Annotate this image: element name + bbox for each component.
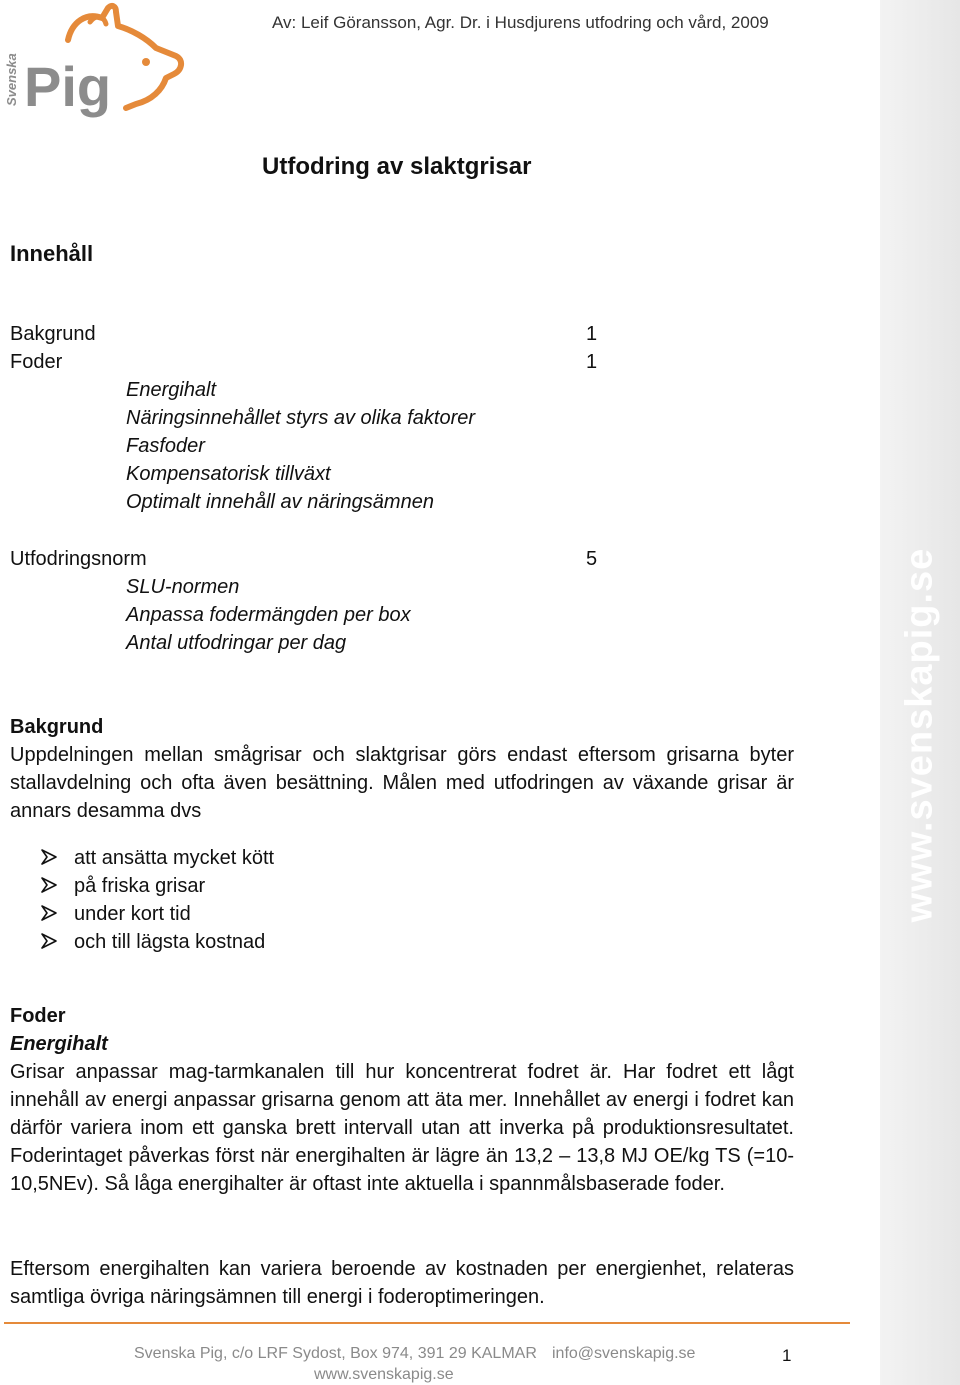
toc-sub-item: Energihalt (126, 379, 217, 401)
footer-address: Svenska Pig, c/o LRF Sydost, Box 974, 391 29 KALMAR (134, 1345, 537, 1362)
foder-paragraph-1: Grisar anpassar mag-tarmkanalen till hur koncentrerat fodret är. Har fodret ett lågt innehåll av energi anpassar grisarna genom att äta mer. Innehållet av energi i fodret kan därför variera inom ett ganska brett intervall utan att inverka på produktionsresultatet. Foderintaget påverkas först när energihalten är lägre än 13,2 – 13,8 MJ OE/kg TS (=10-10,5NEv). Så låga energihalter är oftast inte aktuella i spannmålsbaserade foder. (10, 1061, 794, 1195)
section-heading-foder: Foder (10, 1005, 66, 1027)
arrow-bullet-icon (40, 932, 58, 950)
toc-sub-item: Kompensatorisk tillväxt (126, 463, 331, 485)
footer-email[interactable]: info@svenskapig.se (552, 1345, 696, 1362)
page-number: 1 (782, 1346, 792, 1365)
footer-divider (4, 1322, 850, 1324)
logo-word: Pig (24, 55, 112, 118)
toc-sub-item: Antal utfodringar per dag (126, 632, 347, 654)
bullet-item: under kort tid (74, 903, 191, 925)
toc-sub-item: Näringsinnehållet styrs av olika faktorer (126, 407, 476, 429)
page-title: Utfodring av slaktgrisar (262, 153, 532, 180)
toc-entry-foder: Foder (10, 351, 63, 373)
arrow-bullet-icon (40, 876, 58, 894)
toc-entry-bakgrund: Bakgrund (10, 323, 96, 345)
toc-sub-item: Fasfoder (126, 435, 205, 457)
toc-page-bakgrund: 1 (586, 323, 598, 345)
footer-web[interactable]: www.svenskapig.se (314, 1366, 454, 1383)
section-heading-bakgrund: Bakgrund (10, 716, 104, 738)
svenska-pig-logo (6, 4, 186, 126)
side-banner-url: www.svenskapig.se (898, 547, 941, 923)
toc-page-utfodringsnorm: 5 (586, 548, 598, 570)
bullet-item: att ansätta mycket kött (74, 847, 275, 869)
header-attribution: Av: Leif Göransson, Agr. Dr. i Husdjurens utfodring och vård, 2009 (272, 13, 769, 32)
bullet-item: och till lägsta kostnad (74, 931, 266, 953)
toc-heading: Innehåll (10, 241, 94, 266)
foder-paragraph-2: Eftersom energihalten kan variera beroende av kostnaden per energienhet, relateras samtliga övriga näringsämnen till energi i foderoptimeringen. (10, 1258, 794, 1308)
logo-vertical-text: Svenska (4, 53, 19, 106)
subheading-energihalt: Energihalt (10, 1033, 108, 1055)
toc-sub-item: Optimalt innehåll av näringsämnen (126, 491, 434, 513)
toc-entry-utfodringsnorm: Utfodringsnorm (10, 548, 147, 570)
arrow-bullet-icon (40, 848, 58, 866)
bullet-item: på friska grisar (74, 875, 206, 897)
arrow-bullet-icon (40, 904, 58, 922)
toc-page-foder: 1 (586, 351, 598, 373)
bakgrund-paragraph: Uppdelningen mellan smågrisar och slaktgrisar görs endast eftersom grisarna byter stallavdelning och ofta även besättning. Målen med utfodringen av växande grisar är annars desamma dvs (10, 744, 794, 822)
toc-sub-item: SLU-normen (126, 576, 240, 598)
toc-sub-item: Anpassa fodermängden per box (126, 604, 411, 626)
